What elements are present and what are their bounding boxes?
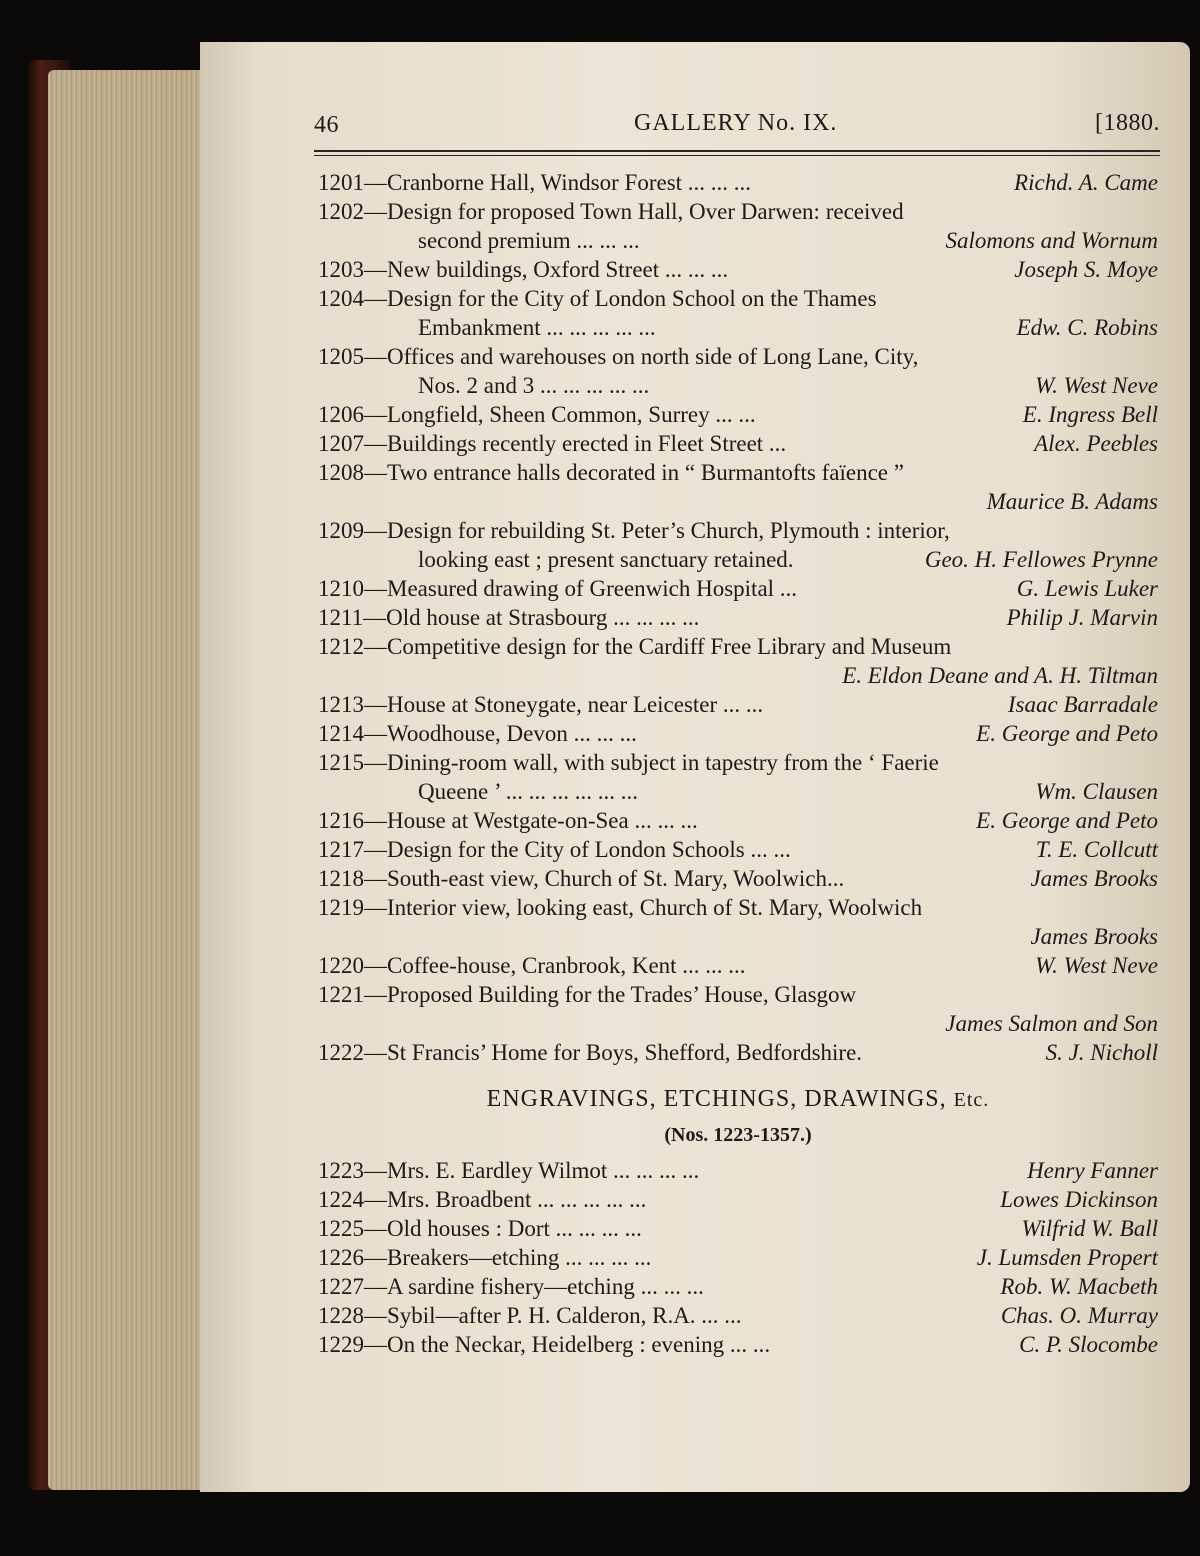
entry-author: Richd. A. Came: [1014, 170, 1158, 195]
entry-line: 1202—Design for proposed Town Hall, Over Darwen: received: [318, 199, 904, 224]
entry-author: E. George and Peto: [976, 721, 1158, 746]
section-subheading: (Nos. 1223-1357.): [664, 1124, 812, 1146]
catalogue-entry: [318, 603, 1158, 632]
entry-author: Isaac Barradale: [1007, 692, 1158, 717]
catalogue-entry: [318, 342, 1158, 400]
catalogue-entry: [318, 255, 1158, 284]
entry-line: 1212—Competitive design for the Cardiff Free Library and Museum: [318, 634, 952, 659]
entry-author: Wilfrid W. Ball: [1021, 1216, 1158, 1241]
entry-line: 1227—A sardine fishery—etching ... ... ...: [318, 1274, 704, 1299]
entry-author: J. Lumsden Propert: [976, 1245, 1158, 1270]
entry-author: W. West Neve: [1035, 373, 1158, 398]
entry-author: G. Lewis Luker: [1016, 576, 1158, 601]
entry-author: E. George and Peto: [976, 808, 1158, 833]
entry-line: 1222—St Francis’ Home for Boys, Shefford, Bedfordshire.: [318, 1040, 863, 1065]
entry-author: James Brooks: [1030, 866, 1158, 891]
catalogue-entry: [318, 1330, 1158, 1359]
entry-line: 1226—Breakers—etching ... ... ... ...: [318, 1245, 652, 1270]
section-heading-text: ENGRAVINGS, ETCHINGS, DRAWINGS,: [486, 1086, 947, 1112]
entry-author: Joseph S. Moye: [1014, 257, 1158, 282]
entry-line: 1207—Buildings recently erected in Fleet Street ...: [318, 431, 787, 456]
entry-line: Embankment ... ... ... ... ...: [418, 315, 656, 340]
entry-line: 1225—Old houses : Dort ... ... ... ...: [318, 1216, 642, 1241]
entry-author: Chas. O. Murray: [1000, 1303, 1158, 1328]
catalogue-entry: [318, 574, 1158, 603]
entry-line: 1208—Two entrance halls decorated in “ Burmantofts faïence ”: [318, 460, 904, 485]
entry-line: 1228—Sybil—after P. H. Calderon, R.A. ... ...: [318, 1303, 742, 1328]
entry-line: 1224—Mrs. Broadbent ... ... ... ... ...: [318, 1187, 647, 1212]
entry-line: 1211—Old house at Strasbourg ... ... ... ...: [318, 605, 700, 630]
section-heading: [318, 1085, 1158, 1115]
catalogue-entry: [318, 1038, 1158, 1067]
entry-line: 1215—Dining-room wall, with subject in tapestry from the ‘ Faerie: [318, 750, 939, 775]
entry-author: Wm. Clausen: [1035, 779, 1158, 804]
entry-author: E. Eldon Deane and A. H. Tiltman: [842, 663, 1158, 688]
entry-author: Lowes Dickinson: [1000, 1187, 1158, 1212]
catalogue-entry: [318, 893, 1158, 951]
entry-line: looking east ; present sanctuary retained.: [418, 547, 794, 572]
entry-line: second premium ... ... ...: [418, 228, 640, 253]
catalogue-entry: [318, 284, 1158, 342]
entry-line: 1203—New buildings, Oxford Street ... ... ...: [318, 257, 729, 282]
section-heading-etc: Etc.: [953, 1089, 990, 1111]
catalogue-entry: [318, 690, 1158, 719]
entry-line: 1204—Design for the City of London School on the Thames: [318, 286, 877, 311]
entry-line: 1201—Cranborne Hall, Windsor Forest ... ... ...: [318, 170, 752, 195]
catalogue-entry: [318, 1185, 1158, 1214]
catalogue-entry: [318, 806, 1158, 835]
entry-line: 1220—Coffee-house, Cranbrook, Kent ... ... ...: [318, 953, 746, 978]
entry-line: 1223—Mrs. E. Eardley Wilmot ... ... ... ...: [318, 1158, 700, 1183]
header-rule: [314, 150, 1160, 152]
catalogue-entry: [318, 1301, 1158, 1330]
catalogue-entry: [318, 1214, 1158, 1243]
entry-line: 1217—Design for the City of London Schools ... ...: [318, 837, 791, 862]
entry-author: W. West Neve: [1035, 953, 1158, 978]
header-rule-thin: [314, 155, 1160, 156]
entry-line: Queene ’ ... ... ... ... ... ...: [418, 779, 638, 804]
catalogue-entry: [318, 1272, 1158, 1301]
entry-author: S. J. Nicholl: [1045, 1040, 1158, 1065]
catalogue-entry: [318, 458, 1158, 516]
catalogue-entry: [318, 168, 1158, 197]
catalogue-entry: [318, 835, 1158, 864]
entry-author: James Brooks: [1030, 924, 1158, 949]
page-edges: [48, 70, 208, 1490]
catalogue-entry: [318, 951, 1158, 980]
entry-line: 1214—Woodhouse, Devon ... ... ...: [318, 721, 637, 746]
page-header: [314, 106, 1160, 146]
entry-author: Salomons and Wornum: [945, 228, 1158, 253]
catalogue-entry: [318, 197, 1158, 255]
catalogue-entry: [318, 864, 1158, 893]
catalogue-entry: [318, 632, 1158, 690]
catalogue-entry: [318, 980, 1158, 1038]
entry-line: 1210—Measured drawing of Greenwich Hospital ...: [318, 576, 798, 601]
entry-line: 1213—House at Stoneygate, near Leicester ... ...: [318, 692, 764, 717]
entry-author: Henry Fanner: [1027, 1158, 1158, 1183]
catalogue-entry: [318, 429, 1158, 458]
entry-line: 1221—Proposed Building for the Trades’ House, Glasgow: [318, 982, 857, 1007]
page-number: 46: [314, 112, 339, 138]
entry-author: James Salmon and Son: [945, 1011, 1158, 1036]
catalogue-entry: [318, 1243, 1158, 1272]
catalogue-list: [318, 168, 1158, 1359]
entry-author: E. Ingress Bell: [1022, 402, 1158, 427]
gallery-title: GALLERY No. IX.: [634, 110, 838, 136]
entry-line: 1205—Offices and warehouses on north side of Long Lane, City,: [318, 344, 919, 369]
catalogue-entry: [318, 1156, 1158, 1185]
entry-author: Maurice B. Adams: [986, 489, 1158, 514]
entry-author: Geo. H. Fellowes Prynne: [924, 547, 1158, 572]
entry-author: Rob. W. Macbeth: [1000, 1274, 1158, 1299]
year-label: [1880.: [1095, 110, 1160, 136]
entry-line: 1206—Longfield, Sheen Common, Surrey ... ...: [318, 402, 756, 427]
catalogue-entry: [318, 719, 1158, 748]
entry-line: 1229—On the Neckar, Heidelberg : evening ... ...: [318, 1332, 771, 1357]
entry-line: 1209—Design for rebuilding St. Peter’s Church, Plymouth : interior,: [318, 518, 950, 543]
entry-line: 1216—House at Westgate-on-Sea ... ... ...: [318, 808, 698, 833]
entry-author: Alex. Peebles: [1034, 431, 1158, 456]
entry-line: Nos. 2 and 3 ... ... ... ... ...: [418, 373, 650, 398]
entry-author: T. E. Collcutt: [1035, 837, 1158, 862]
catalogue-entry: [318, 516, 1158, 574]
entry-author: C. P. Slocombe: [1019, 1332, 1158, 1357]
catalogue-entry: [318, 748, 1158, 806]
entry-line: 1219—Interior view, looking east, Church of St. Mary, Woolwich: [318, 895, 923, 920]
entry-line: 1218—South-east view, Church of St. Mary, Woolwich...: [318, 866, 845, 891]
entry-author: Edw. C. Robins: [1016, 315, 1158, 340]
entry-author: Philip J. Marvin: [1006, 605, 1158, 630]
catalogue-entry: [318, 400, 1158, 429]
